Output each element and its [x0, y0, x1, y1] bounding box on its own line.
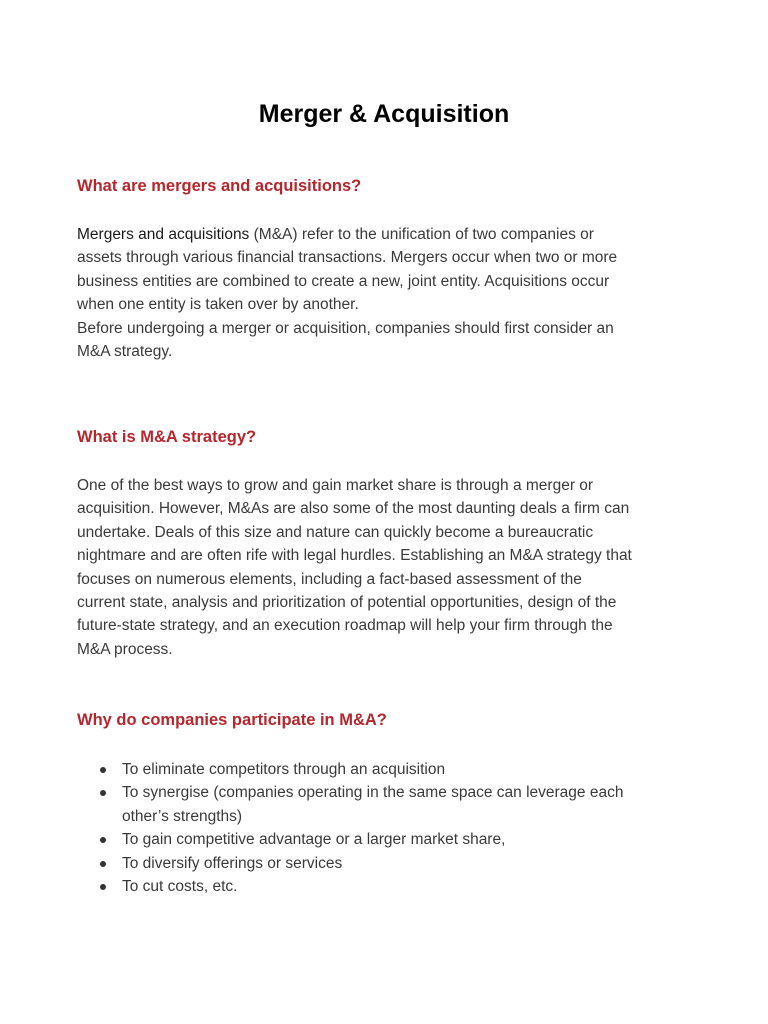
list-item [77, 852, 697, 875]
list-item [77, 828, 697, 851]
paragraph-line: undertake. Deals of this size and nature can quickly become a bureaucratic [77, 523, 594, 541]
paragraph-line: Before undergoing a merger or acquisition, companies should first consider an [77, 319, 614, 337]
section-paragraph-what-are-mergers [77, 223, 697, 363]
section-heading-ma-strategy: What is M&A strategy? [77, 428, 257, 446]
section-paragraph-ma-strategy [77, 474, 697, 661]
paragraph-line: acquisition. However, M&As are also some of the most daunting deals a firm can [77, 500, 630, 518]
list-item-text: other’s strengths) [122, 807, 243, 825]
bullet-dot-icon [100, 837, 106, 843]
paragraph-line: M&A strategy. [77, 343, 173, 361]
list-item [77, 875, 697, 898]
paragraph-line: nightmare and are often rife with legal hurdles. Establishing an M&A strategy that [77, 547, 632, 565]
paragraph-line: business entities are combined to create a new, joint entity. Acquisitions occur [77, 272, 610, 290]
paragraph-line: current state, analysis and prioritization of potential opportunities, design of the [77, 594, 617, 612]
list-item-text: To cut costs, etc. [122, 878, 238, 896]
reasons-bullet-list [77, 758, 697, 898]
paragraph-line: when one entity is taken over by another. [77, 296, 359, 314]
list-item-text: To eliminate competitors through an acquisition [122, 761, 446, 778]
bullet-dot-icon [100, 790, 106, 796]
list-item-text: To diversify offerings or services [122, 854, 343, 872]
list-item [77, 758, 697, 781]
list-item-text: To synergise (companies operating in the same space can leverage each [122, 784, 624, 802]
bullet-dot-icon [100, 884, 106, 890]
paragraph-line: One of the best ways to grow and gain market share is through a merger or [77, 477, 594, 494]
section-heading-what-are-mergers: What are mergers and acquisitions? [77, 177, 362, 195]
lead-term-text: Mergers and acquisitions [77, 226, 250, 243]
list-item-text: To gain competitive advantage or a larger market share, [122, 831, 506, 849]
paragraph-line: focuses on numerous elements, including a fact-based assessment of the [77, 570, 582, 588]
paragraph-line: future-state strategy, and an execution roadmap will help your firm through the [77, 617, 613, 635]
bullet-dot-icon [100, 861, 106, 867]
list-item [77, 781, 697, 828]
paragraph-line-text: (M&A) refer to the unification of two companies or [249, 226, 594, 243]
document-title: Merger & Acquisition [258, 100, 510, 128]
section-heading-why-participate: Why do companies participate in M&A? [77, 711, 387, 729]
bullet-dot-icon [100, 767, 106, 773]
paragraph-line: M&A process. [77, 640, 173, 658]
paragraph-line: assets through various financial transactions. Mergers occur when two or more [77, 249, 618, 267]
paragraph-line [77, 223, 697, 246]
